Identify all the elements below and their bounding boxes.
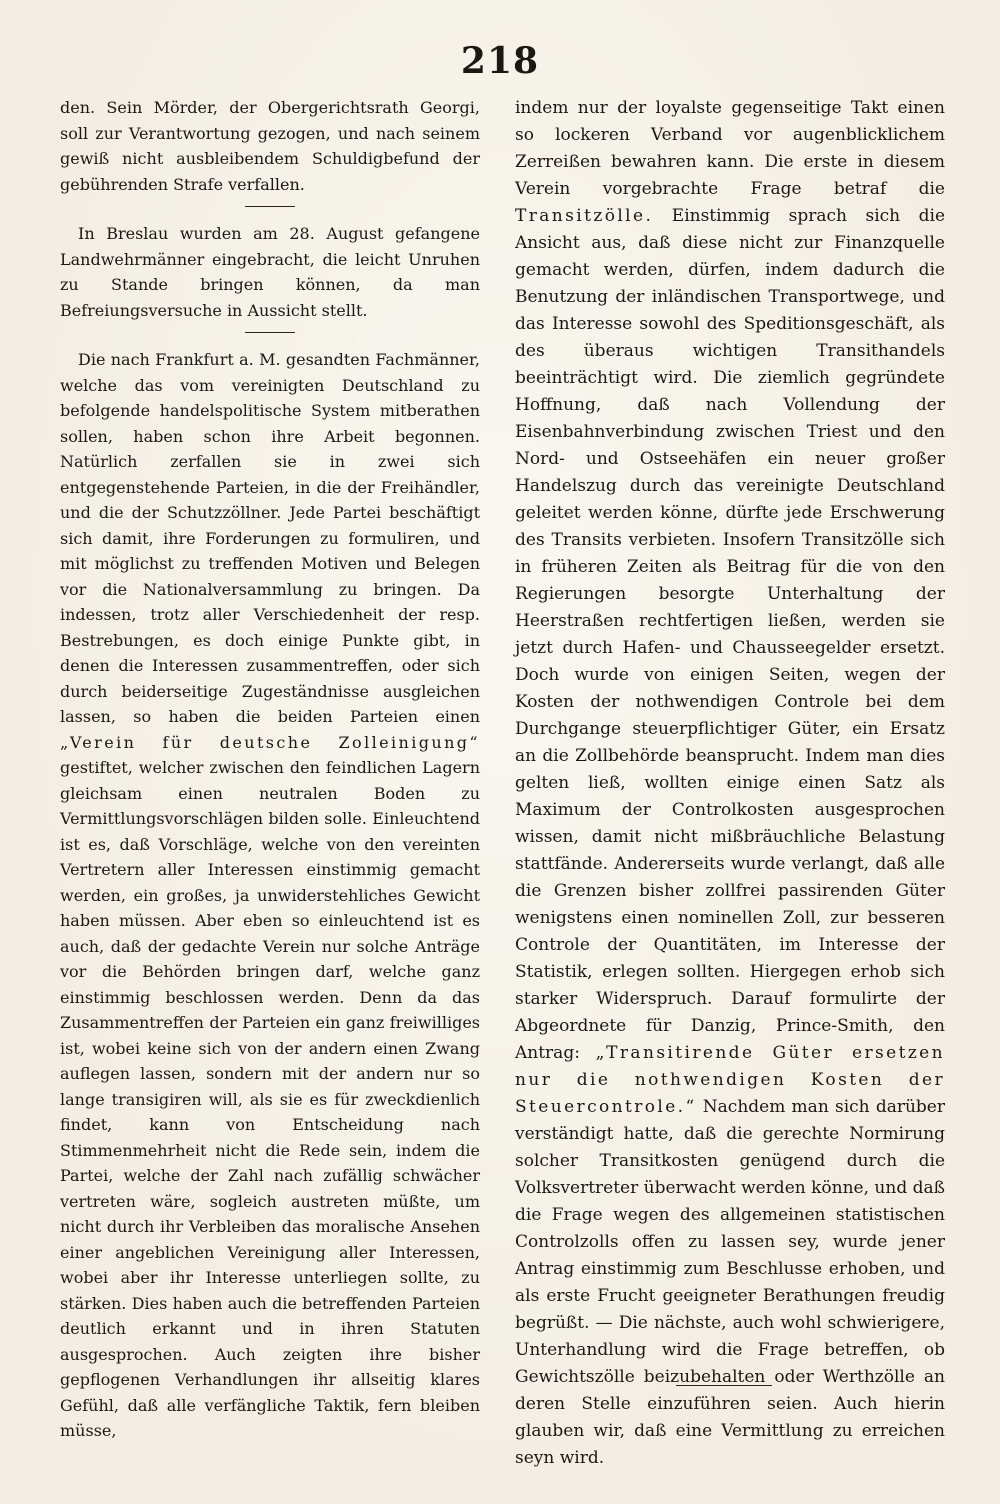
- page-number: 218: [460, 40, 540, 82]
- antrag-spaced: „Transitirende Güter ersetzen nur die nothwendigen Kosten der Steuercontrole.“: [515, 1043, 945, 1117]
- continuation-text-c: Nachdem man sich darüber verständigt hatte, daß die gerechte Normirung solcher Transitkosten genügend durch die Volksvertreter überwacht werden könne, und daß die Frage wegen des allgemeinen statistischen Controlzolls offen zu lassen sey, wurde jener Antrag einstimmig zum Beschlusse erhoben, und als erste Frucht geeigneter Berathungen freudig begrüßt. — Die nächste, auch wohl schwierigere, Unterhandlung wird die Frage betreffen, ob Gewichtszölle beizubehalten oder Werthzölle an deren Stelle einzuführen seien. Auch hierin glauben wir, daß eine Vermittlung zu erreichen seyn wird.: [515, 1097, 945, 1468]
- article-continuation: [515, 95, 945, 1472]
- separator-rule-1: [245, 206, 295, 207]
- paragraph-3-text-b: gestiftet, welcher zwischen den feindlichen Lagern gleichsam einen neutralen Boden zu Vermittlungsvorschlägen bilden solle. Einleuchtend ist es, daß Vorschläge, welche von den vereinten Vertretern aller Interessen einstimmig gemacht werden, ein großes, ja unwiderstehliches Gewicht haben müssen. Aber eben so einleuchtend ist es auch, daß der gedachte Verein nur solche Anträge vor die Behörden bringen darf, welche ganz einstimmig beschlossen werden. Denn da das Zusammentreffen der Parteien ein ganz freiwilliges ist, wobei keine sich von der andern einen Zwang auflegen lassen, sondern mit der andern nur so lange transigiren will, als sie es für zweckdienlich findet, kann von Entscheidung nach Stimmenmehrheit nicht die Rede sein, indem die Partei, welche der Zahl nach zufällig schwächer vertreten wäre, sogleich austreten müßte, um nicht durch ihr Verbleiben das moralische Ansehen einer angeblichen Vereinigung aller Interessen, wobei aber ihr Interesse unterliegen sollte, zu stärken. Dies haben auch die betreffenden Parteien deutlich erkannt und in ihren Statuten ausgesprochen. Auch zeigten ihre bisher gepflogenen Verhandlungen ihr allseitig klares Gefühl, daß alle verfängliche Taktik, fern bleiben müsse,: [60, 758, 480, 1440]
- article-paragraph-2: In Breslau wurden am 28. August gefangene Landwehrmänner eingebracht, die leicht Unruhen zu Stande bringen können, da man Befreiungsversuche in Aussicht stellt.: [60, 224, 480, 320]
- article-paragraph-3: [60, 347, 480, 1444]
- article-paragraph-1: den. Sein Mörder, der Obergerichtsrath Georgi, soll zur Verantwortung gezogen, und nach seinem gewiß nicht ausbleibendem Schuldigbefund der gebührenden Strafe verfallen.: [60, 98, 480, 194]
- verein-name-spaced: „Verein für deutsche Zolleinigung“: [60, 732, 480, 752]
- end-rule: [676, 1385, 772, 1386]
- continuation-text-a: indem nur der loyalste gegenseitige Takt einen so lockeren Verband vor augenblicklichem Zerreißen bewahren kann. Die erste in diesem Verein vorgebrachte Frage betraf die: [515, 98, 945, 199]
- continuation-text-b: Einstimmig sprach sich die Ansicht aus, daß diese nicht zur Finanzquelle gemacht werden, dürfen, indem dadurch die Benutzung der inländischen Transportwege, und das Interesse sowohl des Speditionsgeschäft, als des überaus wichtigen Transithandels beeinträchtigt wird. Die ziemlich gegründete Hoffnung, daß nach Vollendung der Eisenbahnverbindung zwischen Triest und den Nord- und Ostseehäfen ein neuer großer Handelszug durch das vereinigte Deutschland geleitet werden könne, dürfte jede Erschwerung des Transits verbieten. Insofern Transitzölle sich in früheren Zeiten als Beitrag für die von den Regierungen besorgte Unterhaltung der Heerstraßen rechtfertigen ließen, werden sie jetzt durch Hafen- und Chausseegelder ersetzt. Doch wurde von einigen Seiten, wegen der Kosten der nothwendigen Controle bei dem Durchgange steuerpflichtiger Güter, ein Ersatz an die Zollbehörde beansprucht. Indem man dies gelten ließ, wollten einige einen Satz als Maximum der Controlkosten ausgesprochen wissen, damit nicht mißbräuchliche Belastung stattfände. Andererseits wurde verlangt, daß alle die Grenzen bisher zollfrei passirenden Güter wenigstens einen nominellen Zoll, zur besseren Controle der Quantitäten, im Interesse der Statistik, erlegen sollten. Hiergegen erhob sich starker Widerspruch. Darauf formulirte der Abgeordnete für Danzig, Prince-Smith, den Antrag:: [515, 206, 945, 1063]
- transitzoelle-spaced: Transitzölle.: [515, 206, 654, 226]
- left-column: [60, 95, 480, 1444]
- separator-rule-2: [245, 332, 295, 333]
- paragraph-3-text-a: Die nach Frankfurt a. M. gesandten Fachmänner, welche das vom vereinigten Deutschland zu befolgende handelspolitische System mitberathen sollen, haben schon ihre Arbeit begonnen. Natürlich zerfallen sie in zwei sich entgegenstehende Parteien, in die der Freihändler, und die der Schutzzöllner. Jede Partei beschäftigt sich damit, ihre Forderungen zu formuliren, und mit möglichst zu treffenden Motiven und Belegen vor die Nationalversammlung zu bringen. Da indessen, trotz aller Verschiedenheit der resp. Bestrebungen, es doch einige Punkte gibt, in denen die Interessen zusammentreffen, oder sich durch beiderseitige Zugeständnisse ausgleichen lassen, so haben die beiden Parteien einen: [60, 350, 480, 726]
- right-column: [515, 95, 945, 1472]
